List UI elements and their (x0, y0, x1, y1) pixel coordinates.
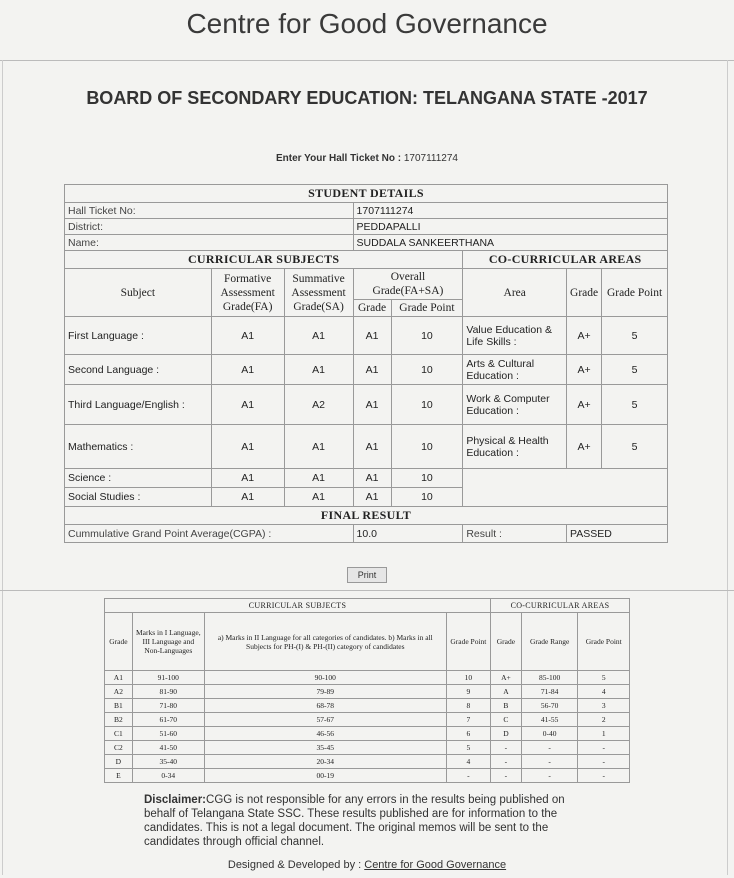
table-row: C1 51-60 46-56 6 D 0-40 1 (105, 727, 630, 741)
table-row: A2 81-90 79-89 9 A 71-84 4 (105, 685, 630, 699)
table-row: First Language : A1 A1 A1 10 Value Education & Life Skills : A+ 5 (65, 317, 668, 355)
col-overall: Overall Grade(FA+SA) (353, 269, 463, 300)
hall-ticket-value[interactable]: 1707111274 (403, 153, 458, 164)
org-title: Centre for Good Governance (186, 8, 548, 39)
table-row: D 35-40 20-34 4 - - - (105, 755, 630, 769)
disclaimer-label: Disclaimer: (144, 794, 207, 806)
table-row: Science : A1 A1 A1 10 (65, 469, 668, 488)
disclaimer-text: CGG is not responsible for any errors in the results being published on behalf of Telangana State SSC. These results published are for information to the candidates. This is not a legal document. The original memos will be sent to the candidates through official channel. (144, 794, 565, 848)
key-co-heading: CO-CURRICULAR AREAS (490, 599, 629, 613)
table-row: Social Studies : A1 A1 A1 10 (65, 488, 668, 507)
col-sa: Summative Assessment Grade(SA) (284, 269, 353, 317)
student-details-heading: STUDENT DETAILS (65, 185, 668, 203)
footer-link[interactable]: Centre for Good Governance (364, 859, 507, 871)
table-row: B1 71-80 68-78 8 B 56-70 3 (105, 699, 630, 713)
table-row: E 0-34 00-19 - - - - (105, 769, 630, 783)
col-subject: Subject (65, 269, 212, 317)
site-header (0, 0, 734, 61)
key-col-grade: Grade (105, 613, 133, 671)
cgpa-label: Cummulative Grand Point Average(CGPA) : (65, 525, 354, 543)
col-grade: Grade (353, 300, 391, 317)
key-col-co-point: Grade Point (578, 613, 630, 671)
student-row-name: Name: SUDDALA SANKEERTHANA (65, 235, 668, 251)
student-row-district: District: PEDDAPALLI (65, 219, 668, 235)
col-fa: Formative Assessment Grade(FA) (211, 269, 284, 317)
table-row: B2 61-70 57-67 7 C 41-55 2 (105, 713, 630, 727)
table-row: A1 91-100 90-100 10 A+ 85-100 5 (105, 671, 630, 685)
board-title: BOARD OF SECONDARY EDUCATION: TELANGANA STATE -2017 (86, 88, 648, 108)
result-label: Result : (463, 525, 567, 543)
hall-ticket-label: Enter Your Hall Ticket No : (276, 153, 402, 164)
student-row-hallticket: Hall Ticket No: 1707111274 (65, 203, 668, 219)
hall-ticket-line (0, 153, 734, 164)
print-button[interactable]: Print (347, 567, 387, 583)
table-row: C2 41-50 35-45 5 - - - (105, 741, 630, 755)
curricular-heading: CURRICULAR SUBJECTS (65, 251, 463, 269)
key-col-point: Grade Point (446, 613, 490, 671)
table-row: Second Language : A1 A1 A1 10 Arts & Cultural Education : A+ 5 (65, 355, 668, 385)
disclaimer (144, 793, 594, 849)
col-point: Grade Point (391, 300, 463, 317)
key-curricular-heading: CURRICULAR SUBJECTS (105, 599, 491, 613)
col-area: Area (463, 269, 567, 317)
col-co-point: Grade Point (602, 269, 668, 317)
cgpa-value: 10.0 (353, 525, 463, 543)
key-col-co-grade: Grade (490, 613, 521, 671)
table-row: Third Language/English : A1 A2 A1 10 Work & Computer Education : A+ 5 (65, 385, 668, 425)
footer (0, 859, 734, 871)
results-table (64, 184, 668, 543)
table-row: Mathematics : A1 A1 A1 10 Physical & Health Education : A+ 5 (65, 425, 668, 469)
key-col-marks-lang: Marks in I Language, III Language and Non-Languages (132, 613, 204, 671)
result-value: PASSED (567, 525, 668, 543)
col-co-grade: Grade (567, 269, 602, 317)
co-curricular-heading: CO-CURRICULAR AREAS (463, 251, 668, 269)
final-result-row (65, 525, 668, 543)
key-col-marks-note: a) Marks in II Language for all categories of candidates. b) Marks in all Subjects for PH-(I) & PH-(II) category of candidates (204, 613, 446, 671)
key-col-co-range: Grade Range (521, 613, 578, 671)
footer-prefix: Designed & Developed by : (227, 859, 362, 871)
final-result-heading: FINAL RESULT (65, 507, 668, 525)
grade-key-table (104, 598, 630, 783)
